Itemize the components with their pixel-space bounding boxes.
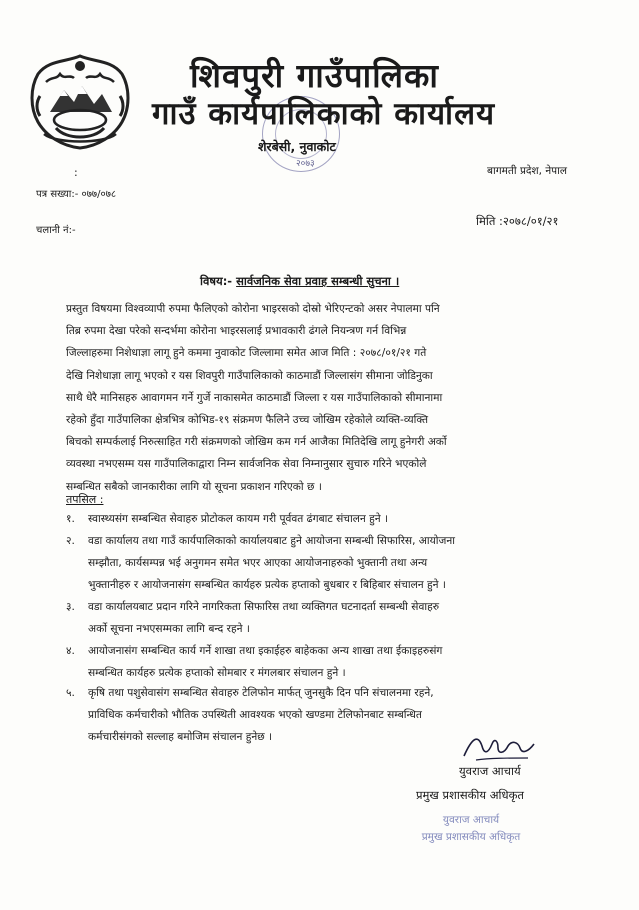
name-stamp	[412, 812, 530, 846]
detail-item-number: ५.	[66, 687, 75, 699]
detail-item-line	[66, 508, 606, 530]
paragraph-line: तिब्र रुपमा देखा परेको सन्दर्भमा कोरोना भाइरसलाई प्रभावकारी ढंगले नियन्त्रण गर्न विभिन्न	[66, 325, 407, 338]
detail-item-text: स्वास्थ्यसंग सम्बन्धित सेवाहरु प्रोटोकल कायम गरी पूर्ववत ढंगबाट संचालन हुने ।	[88, 513, 389, 525]
detail-item-text: वडा कार्यालय तथा गाउँ कार्यपालिकाको कार्यालयबाट हुने आयोजना सम्बन्धी सिफारिस, आयोजना	[88, 535, 456, 547]
detail-item-text: कृषि तथा पशुसेवासंग सम्बन्धित सेवाहरु टेलिफोन मार्फत् जुनसुकै दिन पनि संचालनमा रहने,	[88, 687, 434, 699]
detail-item-line: प्राविधिक कर्मचारीको भौतिक उपस्थिती आवश्यक भएको खण्डमा टेलिफोनबाट सम्बन्धित	[88, 709, 422, 722]
detail-item-line: सम्बन्धित कार्यहरु प्रत्येक हप्ताको सोमबार र मंगलबार संचालन हुने ।	[88, 667, 346, 680]
paragraph-line: बिचको सम्पर्कलाई निरुत्साहित गरी संक्रमणको जोखिम कम गर्न आजैका मितिदेखि लागू हुनेगरी अर्को	[66, 436, 447, 449]
detail-item-text: वडा कार्यालयबाट प्रदान गरिने नागरिकता सिफारिस तथा व्यक्तिगत घटनादर्ता सम्बन्धी सेवाहरु	[88, 601, 440, 613]
detail-item-number: ४.	[66, 645, 75, 657]
detail-item-line: कर्मचारीसंगको सल्लाह बमोजिम संचालन हुनेछ ।	[88, 731, 273, 744]
paragraph-line: रहेको हुँदा गाउँपालिका क्षेत्रभित्र कोभिड-१९ संक्रमण फैलिने उच्च जोखिम रहेकोले व्यक्ति-व्यक्ति	[66, 414, 429, 427]
detail-item-line	[66, 596, 606, 618]
letter-date: मिति :२०७८/०१/२१	[476, 214, 559, 228]
reference-number: पत्र सख्या:- ०७७/०७८	[36, 189, 117, 200]
subject-line	[200, 274, 399, 289]
municipality-name: शिवपुरी गाउँपालिका	[190, 56, 439, 95]
name-stamp-name: युवराज आचार्य	[442, 814, 500, 826]
detail-item-line	[66, 640, 606, 662]
paragraph-line: साथै धेरै मानिसहरु आवागमन गर्ने गुर्जे नाकासमेत काठमाडौं जिल्ला र यस गाउँपालिकाको सीमानामा	[66, 391, 443, 404]
detail-item-number: २.	[66, 535, 75, 547]
paragraph-line: व्यवस्था नभएसम्म यस गाउँपालिकाद्वारा निम्न सार्वजनिक सेवा निम्नानुसार सुचारु गरिने भएकोले	[66, 458, 427, 471]
detail-item-line: भुक्तानीहरु र आयोजनासंग सम्बन्धित कार्यहरु प्रत्येक हप्ताको बुधबार र बिहिबार संचालन हुने ।	[88, 579, 446, 592]
paragraph-line: देखि निशेधाज्ञा लागू भएको र यस शिवपुरी गाउँपालिकाको काठमाडौं जिल्लासंग सीमाना जोडिनुका	[66, 369, 433, 382]
detail-item-2	[66, 530, 606, 597]
signer-title: प्रमुख प्रशासकीय अधिकृत	[416, 788, 524, 802]
paragraph-line: सम्बन्धित सबैको जानकारीका लागि यो सूचना प्रकाशन गरिएको छ ।	[66, 480, 322, 493]
province-line: बागमती प्रदेश, नेपाल	[487, 165, 567, 177]
detail-item-line	[66, 682, 606, 704]
detail-item-number: १.	[66, 513, 75, 525]
body-paragraph	[66, 298, 594, 498]
signer-name: युवराज आचार्य	[459, 764, 521, 778]
office-address: शेरबेसी, नुवाकोट	[258, 139, 336, 154]
detail-item-4	[66, 640, 606, 684]
detail-item-text: आयोजनासंग सम्बन्धित कार्य गर्ने शाखा तथा इकाईहरु बाहेकका अन्य शाखा तथा ईकाइहरुसंग	[88, 645, 443, 657]
detail-item-line	[66, 530, 606, 552]
detail-item-line: अर्को सूचना नभएसम्मका लागि बन्द रहने ।	[88, 623, 250, 636]
header-colon-mark: :	[74, 166, 78, 179]
office-seal-year: २०७३	[296, 159, 315, 169]
detail-item-number: ३.	[66, 601, 75, 613]
paragraph-line: प्रस्तुत विषयमा विश्वव्यापी रुपमा फैलिएको कोरोना भाइरसको दोस्रो भेरिएन्टको असर नेपालमा पनि	[66, 303, 440, 315]
subject-text: सार्वजनिक सेवा प्रवाह सम्बन्धी सुचना ।	[236, 274, 400, 288]
name-stamp-title: प्रमुख प्रशासकीय अधिकृत	[421, 831, 521, 843]
handwritten-signature	[458, 728, 538, 766]
dispatch-number: चलानी नं:-	[36, 225, 76, 236]
nepal-emblem-icon	[26, 52, 134, 152]
subject-label: विषय:-	[200, 274, 233, 288]
office-name: गाउँ कार्यपालिकाको कार्यालय	[152, 96, 496, 132]
detail-item-1	[66, 508, 606, 530]
details-heading: तपसिल :	[66, 493, 104, 506]
paragraph-line: जिल्लाहरुमा निशेधाज्ञा लागू हुने कममा नुवाकोट जिल्लामा समेत आज मिति : २०७८/०१/२१ गते	[66, 347, 427, 360]
detail-item-line: सम्झौता, कार्यसम्पन्न भई अनुगमन समेत भएर आएका आयोजनाहरुको भुक्तानी तथा अन्य	[88, 557, 428, 570]
detail-item-3	[66, 596, 606, 640]
